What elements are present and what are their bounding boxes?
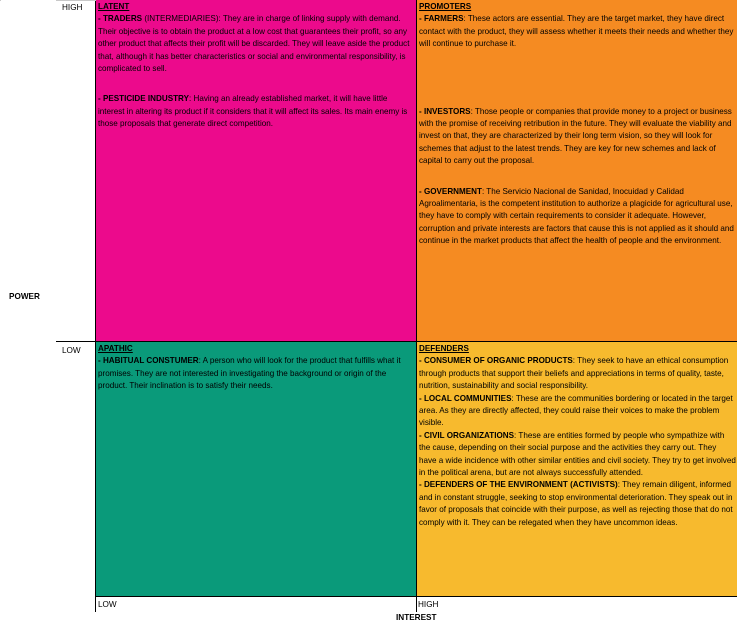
entry-text: : These are the communities bordering or located in the target area. As they are directly affected, they could raise their voices to make the problem visible. — [419, 393, 733, 428]
entry-name: - DEFENDERS OF THE ENVIRONMENT (ACTIVISTS) — [419, 480, 618, 490]
apathic-entry-habitual-consumer — [98, 355, 416, 392]
entry-name: - CIVIL ORGANIZATIONS — [419, 430, 515, 440]
entry-name: - CONSUMER OF ORGANIC PRODUCTS — [419, 356, 573, 366]
quadrant-apathic — [96, 342, 417, 596]
power-high-label: HIGH — [62, 3, 83, 12]
entry-name: - LOCAL COMMUNITIES — [419, 393, 512, 403]
quadrant-latent-title: LATENT — [98, 2, 130, 11]
entry-text: : These are entities formed by people who sympathize with the cause, depending on their social purpose and the activities they carry out. They have a wide incidence with other similar entities and civil society. They try to get involved in the political arena, but are not always successfully attended. — [419, 430, 736, 478]
entry-text: (INTERMEDIARIES): They are in charge of linking supply with demand. Their objective is to obtain the product at a low cost that guarantees their profit, so any other product that affects their profit will be discarded. They will leave aside the product that, although it has better characteristics or social and environmental responsibility, is complicated to sell. — [98, 14, 410, 74]
left-border-line — [95, 0, 96, 612]
quadrant-promoters-title: PROMOTERS — [419, 2, 472, 11]
center-horizontal-line — [56, 341, 737, 342]
promoters-entry-farmers — [419, 13, 736, 50]
promoters-entry-investors — [419, 106, 736, 168]
entry-text: : They seek to have an ethical consumption through products that support their beliefs and appreciations in terms of quality, taste, nutrition, sustainability and social responsibility. — [419, 356, 729, 391]
bottom-line — [96, 596, 737, 597]
center-vertical-line — [416, 0, 417, 612]
latent-entry-pesticide-industry — [98, 93, 416, 130]
entry-name: - GOVERNMENT — [419, 186, 482, 196]
quadrant-apathic-title: APATHIC — [98, 344, 133, 353]
quadrant-defenders — [417, 342, 737, 596]
defenders-entry-consumer-organic — [419, 355, 736, 392]
entry-name: - INVESTORS — [419, 106, 471, 116]
entry-name: - HABITUAL CONSTUMER — [98, 356, 199, 366]
power-low-label: LOW — [62, 346, 81, 355]
interest-axis-label: INTEREST — [396, 613, 437, 622]
entry-text: : These actors are essential. They are the target market, they have direct contact with the product, they will assess whether it meets their needs and whether they will continue to purchase it. — [419, 14, 734, 49]
interest-low-label: LOW — [98, 600, 117, 609]
power-axis-label: POWER — [9, 292, 40, 301]
promoters-entry-government — [419, 186, 736, 248]
entry-name: - FARMERS — [419, 14, 464, 24]
interest-high-label: HIGH — [418, 600, 439, 609]
entry-text: : A person who will look for the product that fulfills what it promises. They are not interested in investigating the background or origin of the product. Their inclination is to satisfy their needs. — [98, 356, 401, 391]
mid-left-thin-line — [0, 0, 1, 1]
entry-text: : The Servicio Nacional de Sanidad, Inocuidad y Calidad Agroalimentaria, is the competent institution to authorize a plagicide for agricultural use, they have to comply with certain requirements to consider it adequate. However, corruption and private interests are factors that cause this is not applied as it should and continue in the market products that affect the health of people and the environment. — [419, 186, 734, 246]
latent-entry-traders — [98, 13, 416, 75]
entry-text: : They remain diligent, informed and in constant struggle, seeking to stop environmental deterioration. They speak out in favor of proposals that coincide with their purpose, as well as rejecting those that do not comply with it. They can be relegated when they have uncommon ideas. — [419, 480, 733, 527]
defenders-entry-civil-organizations — [419, 430, 736, 480]
entry-text: : Those people or companies that provide money to a project or business with the promise of receiving retribution in the future. They will evaluate the viability and invest on that, they are characterized by their long term vision, so they will look for schemes that adjust to the latest trends. They are key for new schemes and lack of capital to carry out the proposal. — [419, 106, 732, 166]
entry-name: - TRADERS — [98, 14, 143, 24]
top-left-thin-line — [56, 0, 96, 1]
defenders-entry-activists — [419, 479, 736, 529]
defenders-entry-local-communities — [419, 393, 736, 430]
entry-name: - PESTICIDE INDUSTRY — [98, 94, 189, 104]
quadrant-promoters — [417, 0, 737, 341]
quadrant-latent — [96, 0, 417, 341]
quadrant-defenders-title: DEFENDERS — [419, 344, 469, 353]
entry-text: : Having an already established market, it will have little interest in altering its product if it considers that it will affect its sales. Its main enemy is those proposals that generate direct competition. — [98, 94, 408, 129]
